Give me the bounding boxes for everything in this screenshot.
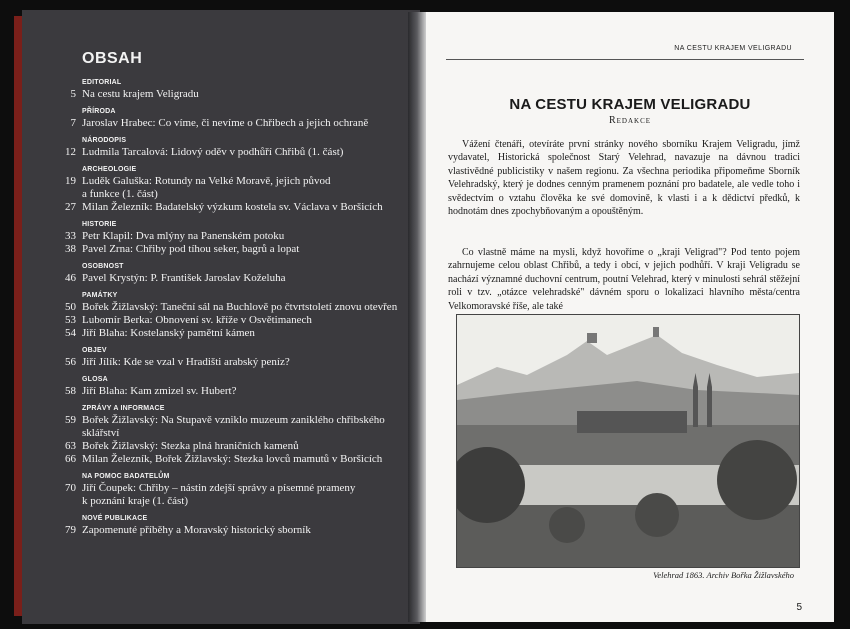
page-number: 5 [796, 602, 802, 613]
toc-entry-page: 54 [65, 327, 76, 339]
toc-section [32, 164, 412, 214]
header-rule [446, 59, 804, 60]
toc-entry-title: Jaroslav Hrabec: Co víme, či nevíme o Chřibech a jejich ochraně [82, 117, 369, 129]
toc-entry-title: k poznání kraje (1. část) [82, 495, 188, 507]
toc-entry[interactable] [32, 385, 412, 398]
toc-section [32, 374, 412, 398]
engraving-illustration [457, 315, 799, 567]
toc-section-heading: GLOSA [82, 376, 108, 383]
toc-entry-title: Zapomenuté příběhy a Moravský historický sborník [82, 524, 311, 536]
toc-entry-page [32, 188, 82, 201]
toc-section [32, 345, 412, 369]
toc-entry-title: Na cestu krajem Veligradu [82, 88, 199, 100]
toc-section-heading: ZPRÁVY A INFORMACE [82, 405, 165, 412]
toc-section-heading: ARCHEOLOGIE [82, 166, 137, 173]
toc-entry-title: Jiří Jílík: Kde se vzal v Hradišti arabský peníz? [82, 356, 290, 368]
toc-section [32, 471, 412, 508]
toc-entry[interactable] [32, 314, 412, 327]
toc-entry[interactable] [32, 453, 412, 466]
article-paragraph-1: Vážení čtenáři, otevíráte první stránky nového sborníku Krajem Veligradu, jímž vydavatel, Historická společnost Starý Velehrad, navazuje na dávnou tradici vlastivědné publicistiky v našem regionu. Za všechna periodika připomeňme Sborník Velehradský, který je dodnes cenným pramenem poznání pro badatele, ale vedle toho i svědectvím o vztahu člověka ke své domovině, k vlasti i a k dědictví předků, k hodnotám dnes zpochybňovaným a opouštěným. [448, 139, 800, 218]
toc-entry[interactable] [32, 495, 412, 508]
contents-page [22, 10, 420, 624]
toc-section [32, 77, 412, 101]
toc-entry[interactable] [32, 356, 412, 369]
toc-entry-page: 12 [65, 146, 76, 158]
toc-entry-page: 56 [65, 356, 76, 368]
toc-section-heading: OBJEV [82, 347, 107, 354]
article-author: Redakce [608, 115, 652, 126]
toc-entry-page: 59 [65, 414, 76, 426]
book-spine [408, 12, 426, 622]
toc-section-heading: EDITORIAL [82, 79, 122, 86]
toc-entry[interactable] [32, 201, 412, 214]
toc-entry-title: Bořek Žižlavský: Na Stupavě vzniklo muzeum zaniklého chřibského [82, 414, 385, 426]
toc-entry-title: Ludmila Tarcalová: Lidový oděv v podhůří Chřibů (1. část) [82, 146, 344, 158]
toc-entry-page: 50 [65, 301, 76, 313]
toc-section-heading: OSOBNOST [82, 263, 124, 270]
toc-entry-page: 58 [65, 385, 76, 397]
article-page [426, 12, 834, 622]
figure-caption: Velehrad 1863. Archiv Bořka Žižlavského [653, 570, 794, 580]
velehrad-engraving [456, 314, 800, 568]
toc-entry[interactable] [32, 88, 412, 101]
toc-entry[interactable] [32, 175, 412, 188]
toc-entry-title: Bořek Žižlavský: Taneční sál na Buchlově po čtvrtstoletí znovu otevřen [82, 301, 398, 313]
toc-entry[interactable] [32, 327, 412, 340]
toc-entry-title: Jiří Blaha: Kostelanský pamětní kámen [82, 327, 255, 339]
toc-entry-title: Milan Železník: Badatelský výzkum kostela sv. Václava v Boršicích [82, 201, 383, 213]
toc-title: OBSAH [82, 50, 143, 67]
toc-section-heading: PŘÍRODA [82, 108, 116, 115]
toc-entry-page: 66 [65, 453, 76, 465]
toc-entry[interactable] [32, 243, 412, 256]
toc-entry-title: sklářství [82, 427, 120, 439]
toc-section [32, 219, 412, 256]
toc-entry-title: Pavel Krystýn: P. František Jaroslav Koželuha [82, 272, 286, 284]
toc-section [32, 106, 412, 130]
toc-entry-page: 19 [65, 175, 76, 187]
toc-entry-page: 27 [65, 201, 76, 213]
toc-section [32, 403, 412, 466]
toc-list [32, 72, 412, 537]
toc-section [32, 135, 412, 159]
toc-entry-page: 33 [65, 230, 76, 242]
toc-entry-page: 70 [65, 482, 76, 494]
toc-entry[interactable] [32, 427, 412, 440]
toc-section-heading: NÁRODOPIS [82, 137, 127, 144]
toc-entry[interactable] [32, 146, 412, 159]
toc-entry[interactable] [32, 482, 412, 495]
toc-entry-title: Pavel Zrna: Chřiby pod tíhou seker, bagrů a lopat [82, 243, 300, 255]
toc-entry-title: Milan Železník, Bořek Žižlavský: Stezka lovců mamutů v Boršicích [82, 453, 383, 465]
toc-entry[interactable] [32, 414, 412, 427]
toc-entry[interactable] [32, 117, 412, 130]
toc-entry[interactable] [32, 524, 412, 537]
toc-entry-page: 7 [70, 117, 76, 129]
toc-entry-title: Bořek Žižlavský: Stezka plná hraničních kamenů [82, 440, 299, 452]
article-title: NA CESTU KRAJEM VELIGRADU [509, 96, 751, 113]
toc-entry[interactable] [32, 301, 412, 314]
toc-section-heading: NA POMOC BADATELŮM [82, 473, 170, 480]
toc-section [32, 513, 412, 537]
toc-entry-title: Luděk Galuška: Rotundy na Velké Moravě, jejich původ [82, 175, 331, 187]
toc-section-heading: PAMÁTKY [82, 292, 118, 299]
toc-entry-page: 63 [65, 440, 76, 452]
toc-entry[interactable] [32, 230, 412, 243]
running-head: NA CESTU KRAJEM VELIGRADU [674, 45, 792, 52]
toc-entry[interactable] [32, 440, 412, 453]
toc-entry-page: 79 [65, 524, 76, 536]
toc-entry-page: 46 [65, 272, 76, 284]
toc-section-heading: NOVÉ PUBLIKACE [82, 515, 148, 522]
toc-entry-title: Lubomír Berka: Obnovení sv. kříže v Osvětimanech [82, 314, 312, 326]
article-paragraph-2: Co vlastně máme na mysli, když hovoříme o „kraji Veligrad"? Pod tento pojem zahrnujeme celou oblast Chřibů, a tedy i obcí, v jejich podhůří. V kraji Veligradu se nachází významné duchovní centrum, poutní Velehrad, který v minulosti sehrál stěžejní roli v tzv. „otázce velehradské" dávném sporu o lokalizaci hlavního města/centra Velkomoravské říše, ale také [448, 247, 800, 312]
toc-entry[interactable] [32, 272, 412, 285]
toc-entry-page: 38 [65, 243, 76, 255]
toc-entry-title: Jiří Čoupek: Chřiby – nástin zdejší správy a písemné prameny [82, 482, 356, 494]
toc-entry-page: 5 [70, 88, 76, 100]
toc-entry-title: a funkce (1. část) [82, 188, 158, 200]
toc-section [32, 290, 412, 340]
book-spread [8, 6, 842, 623]
toc-entry-title: Jiří Blaha: Kam zmizel sv. Hubert? [82, 385, 237, 397]
toc-section [32, 261, 412, 285]
toc-entry[interactable] [32, 188, 412, 201]
toc-entry-page [32, 495, 82, 508]
toc-entry-title: Petr Klapil: Dva mlýny na Panenském potoku [82, 230, 285, 242]
toc-entry-page [32, 427, 82, 440]
toc-entry-page: 53 [65, 314, 76, 326]
toc-section-heading: HISTORIE [82, 221, 117, 228]
